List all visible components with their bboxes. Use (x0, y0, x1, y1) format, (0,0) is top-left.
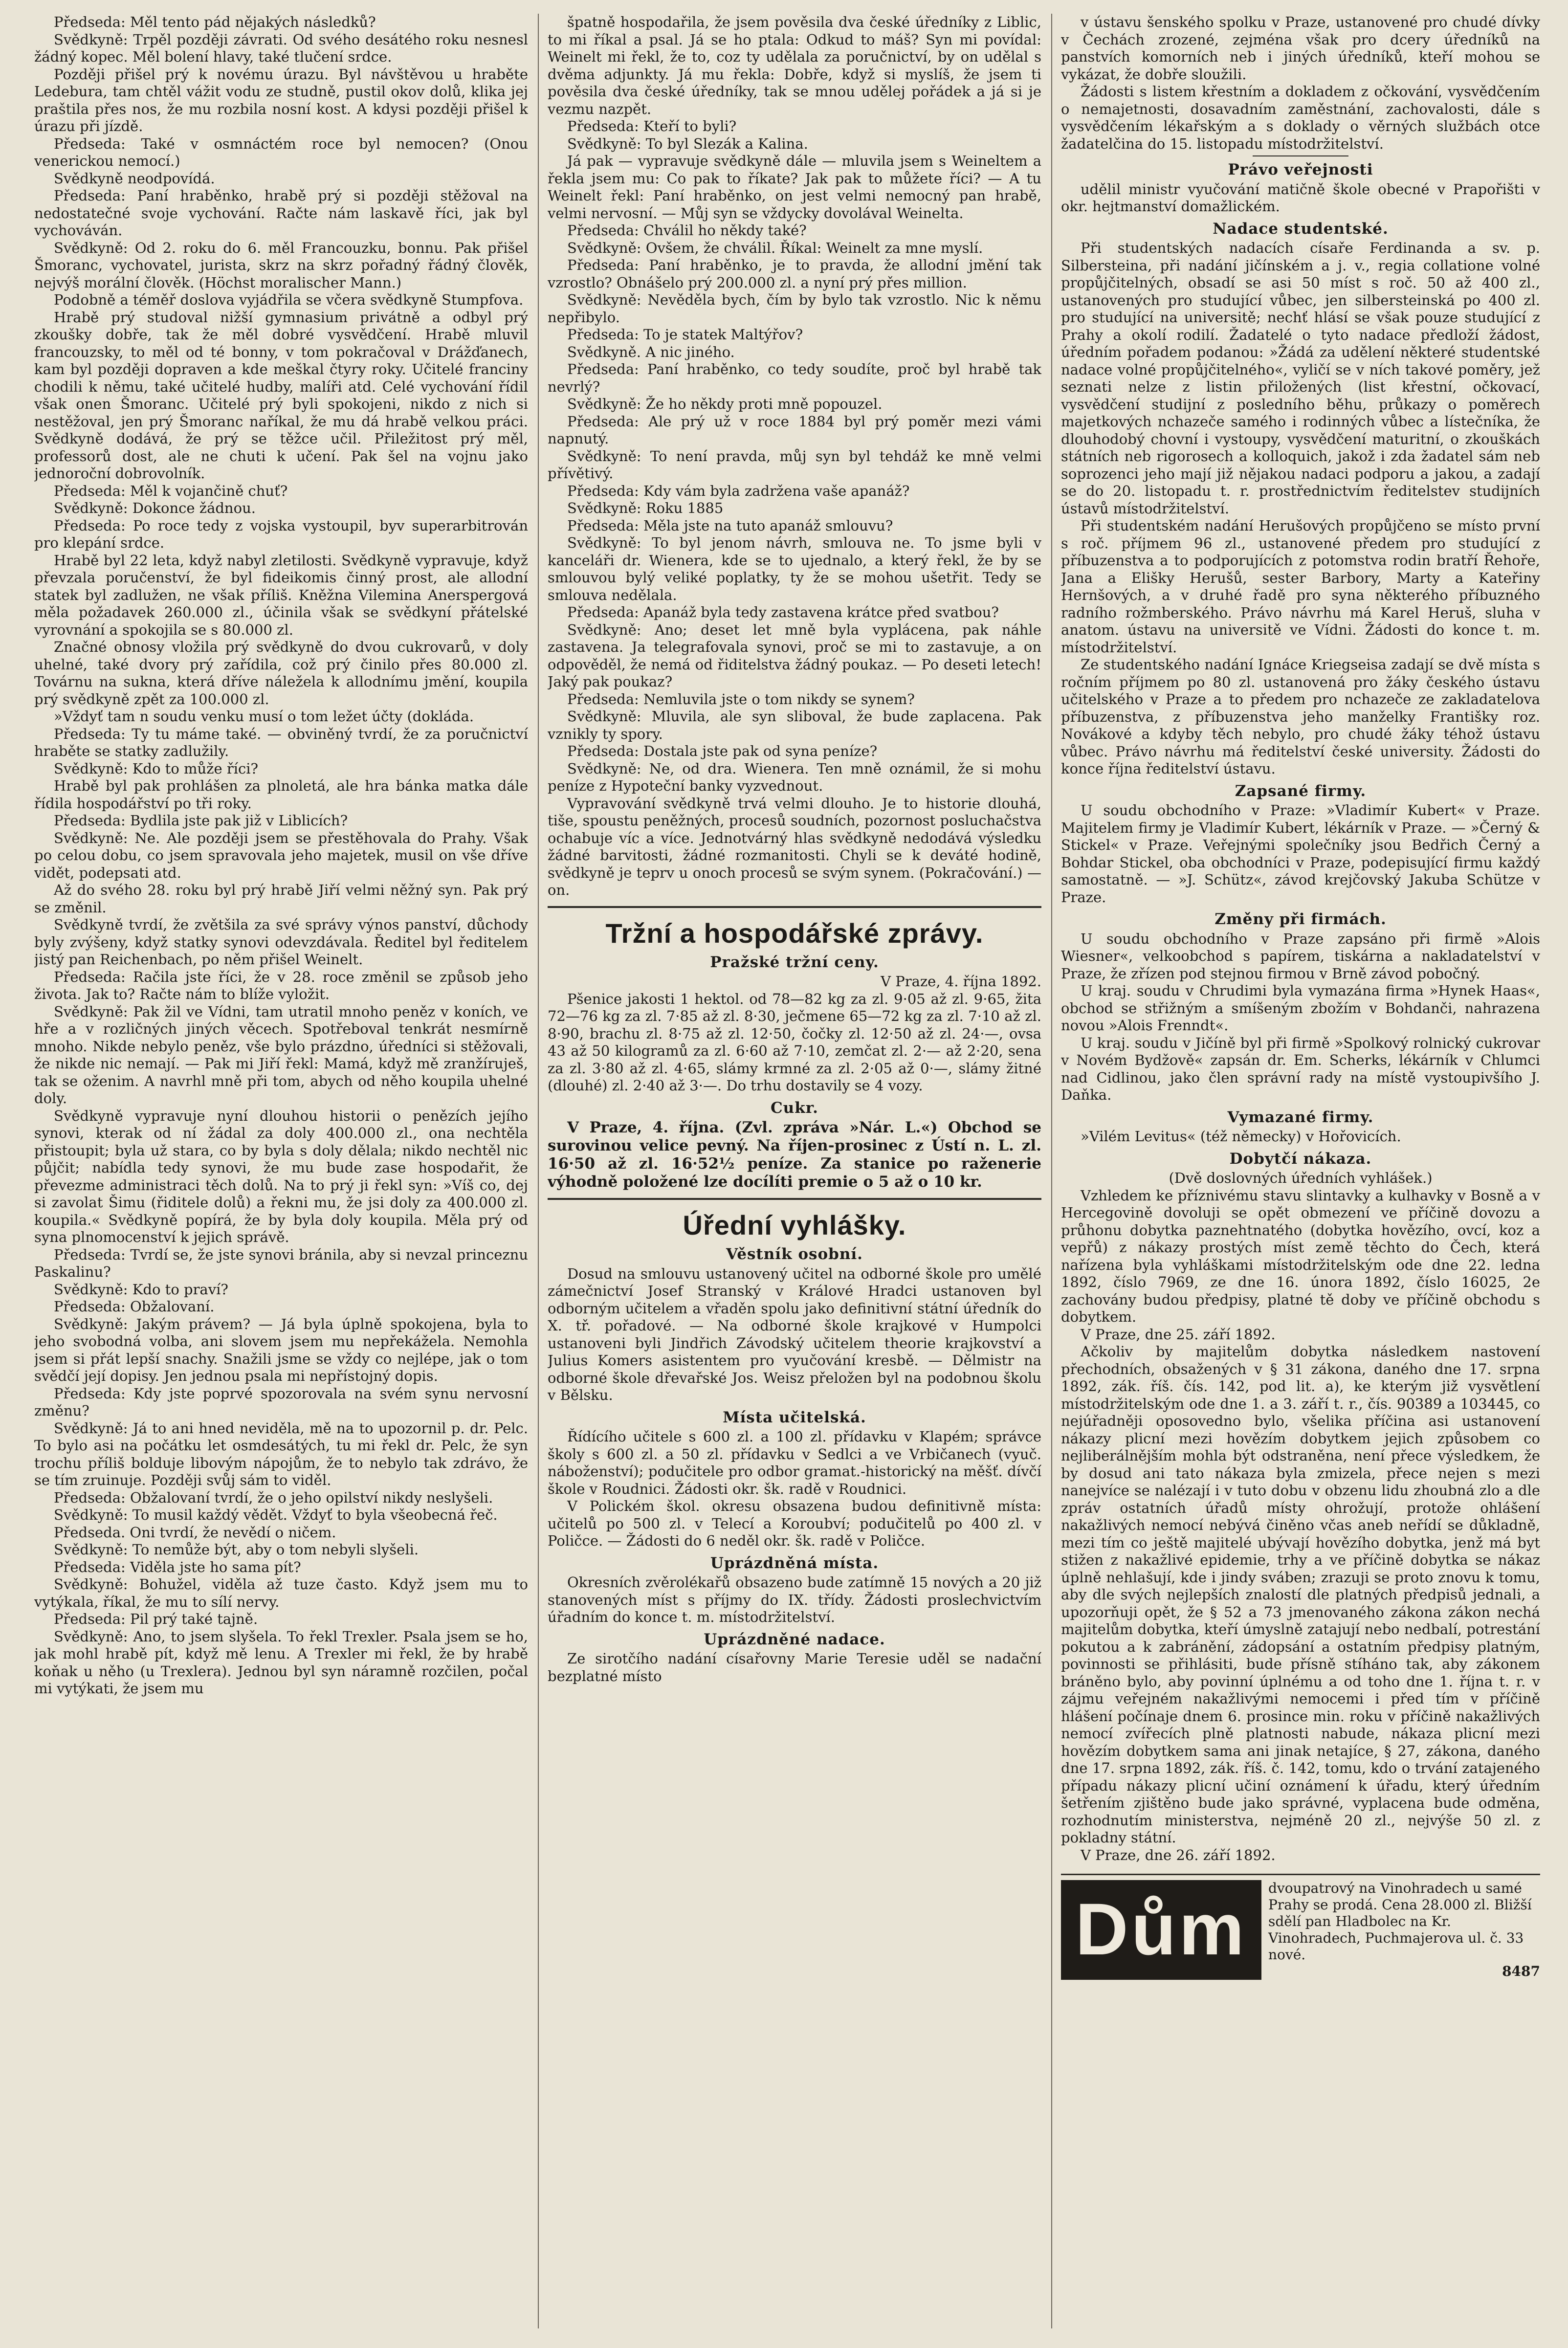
paragraph: Ačkoliv by majitelům dobytka následkem nastovení přechodních, obsažených v § 31 zákona, daného dne 17. srpna 1892, zák. říš. čís. 142, pod lit. a), ke kterým již vysvětlení místodržitelským ode dne 1. a 3. září t. r., čís. 90389 a 103445, co nejúřadněji oposovedno bylo, všelika příčina asi ustanovení nákazy plicní mezi hovězím dobytkem jejich způsobem co nejliberálnějším mohla být odstraněna, není přece výsledkem, že by dosud ani tato nákaza byla zmizela, přece nejen s mezi nanejvíce se nalézají i v tuto dobu v obzenu lidu zhoubná zlo a dle zpráv ostatních úřadů místy ohrožují, protože ohlášení nakažlivých nemocí nebývá činěno včas aneb neřídí se důkladně, mezi tím co ještě majitelé ubývají hovězího dobytka, jenž má byt stižen z nakažlivé epidemie, trhy a ve příčině dobytka se nákaz úplně nehlašují, kde i jindy sváben; zrazuji se proto znovu k tomu, aby dle svých nejlepších znalostí dle platných předpisů jednali, a upozorňuji opět, že § 52 a 73 jmenovaného zákona zákon nechá majitelům dobytka, kteří úmyslně zatajují nebo nedbalí, potrestání pokutou a k zabránění, zádopsání a ostatním předpisy platným, povinnosti se přihlásiti, bude přísně stíháno tak, aby zákonem bráněno bylo, aby povinní úplnému a od toho dne 1. října t. r. v zájmu veřejném nakažlivými nemocemi i před tím v příčině hlášení počínaje dnem 6. prosince min. roku v příčině nakažlivých nemocí zvířecích plně platnosti nabude, nákaza plicní mezi hovězím dobytkem sama ani jinak netajíce, § 27, zákona, daného dne 17. srpna 1892, zák. říš. č. 142, tomu, kdo o trvání zatajeného případu nákazy plicní učiní oznámení k úřadu, který úředním šetřením zjištěno bude jako správné, vyplacena bude odměna, rozhodnutím ministerstva, nejméně 20 zl., nejvýše 50 zl. z pokladny státní. (1061, 1343, 1540, 1846)
paragraph: Pšenice jakosti 1 hektol. od 78—82 kg za zl. 9·05 až zl. 9·65, žita 72—76 kg za zl. 7·85 až zl. 8·30, ječmene 65—72 kg za zl. 7·10 až zl. 8·90, brachu zl. 8·75 až zl. 12·50, čočky zl. 12·50 až zl. 24·—, ovsa 43 až 50 kilogramů za zl. 6·60 až 7·10, zemčat zl. 2·— až 2·20, sena za zl. 3·80 až zl. 4·65, slámy krmné za zl. 2·05 až 0·—, slámy žitné (dlouhé) zl. 2·40 až 3·—. Do trhu dostavily se 4 vozy. (548, 990, 1041, 1094)
paragraph: Značné obnosy vložila prý svědkyně do dvou cukrovarů, v doly uhelné, také dvory prý zařídila, což prý činilo přes 80.000 zl. Továrnu na sukna, která dříve náležela k allodnímu jmění, koupila prý svědkyně zpět za 100.000 zl. (34, 639, 528, 708)
paragraph: Předseda: Po roce tedy z vojska vystoupil, byv superarbitrován pro klepání srdce. (34, 517, 528, 551)
subheading-deleted-firms: Vymazané firmy. (1227, 1108, 1374, 1126)
subheading-registered-firms: Zapsané firmy. (1235, 782, 1367, 800)
paragraph: Předseda: Měl k vojančině chuť? (54, 482, 288, 499)
subheading-student-foundations: Nadace studentské. (1213, 220, 1389, 238)
paragraph: Předseda: Měla jste na tuto apanáž smlouvu? (567, 517, 893, 534)
section-title-markets: Tržní a hospodářské zprávy. (605, 917, 984, 949)
paragraph: Svědkyně: Ovšem, že chválil. Říkal: Weinelt za mne myslí. (567, 239, 983, 256)
paragraph: Až do svého 28. roku byl prý hrabě Jiří velmi něžný syn. Pak prý se změnil. (34, 882, 528, 916)
paragraph: U kraj. soudu v Chrudimi byla vymazána firma »Hynek Haas«, obchod se střižným a smíšeným zbožím v Bohdanči, nahrazena novou »Alois Frenndt«. (1061, 982, 1540, 1034)
paragraph: Okresních zvěrolékařů obsazeno bude zatímně 15 nových a 20 již stanovených míst s příjmy do IX. třídy. Žádosti proslechvictvím úřadním do konce t. m. místodržitelství. (548, 1574, 1041, 1625)
dateline: V Praze, dne 25. září 1892. (1081, 1326, 1276, 1343)
subtitle: (Dvě doslovných úředních vyhlášek.) (1169, 1170, 1433, 1186)
subheading-firm-changes: Změny při firmách. (1215, 910, 1387, 928)
paragraph: Svědkyně: Roku 1885 (567, 500, 724, 516)
paragraph: Později přišel prý k novému úrazu. Byl návštěvou u hraběte Ledebura, tam chtěl vážit vodu ze studně, pustil okov dolů, klika jej praštila přes nos, že mu rozbila nosní kost. A kdysi později přišel k úrazu při jízdě. (34, 66, 528, 134)
paragraph: Svědkyně: To nemůže být, aby o tom nebyli slyšeli. (54, 1541, 419, 1558)
columns (34, 14, 1539, 2328)
paragraph-sugar: V Praze, 4. října. (Zvl. zpráva »Nár. L.«) Obchod se surovinou velice pevný. Na říjen-prosinec z Ústí n. L. zl. 16·50 až zl. 16·52½ peníze. Za stanice po raženerie výhodně položené lze docílíti premie o 5 až o 10 kr. (548, 1119, 1041, 1191)
ad-text: dvoupatrový na Vinohradech u samé Prahy se prodá. Cena 28.000 zl. Bližší sdělí pan Hladbolec na Kr. Vinohradech, Puchmajerova ul. č. 33 nové. (1268, 1880, 1532, 1963)
subheading-teacher-posts: Místa učitelská. (723, 1408, 866, 1426)
paragraph: U kraj. soudu v Jičíně byl při firmě »Spolkový rolnický cukrovar v Novém Bydžově« zapsán dr. Em. Scherks, lékárník v Chlumci nad Cidlinou, jako člen správní rady na místě vystoupivšího J. Daňka. (1061, 1034, 1540, 1103)
paragraph: Předseda: Chválil ho někdy také? (567, 222, 807, 239)
paragraph: Já pak — vypravuje svědkyně dále — mluvila jsem s Weineltem a řekla jsem mu: Co pak to říkate? Jak pak to můžete říci? — A tu Weinelt řekl: Paní hraběnko, on jest velmi nemocný pan hrabě, velmi nervosní. — Můj syn se vždycky dovolával Weinelta. (548, 153, 1041, 222)
paragraph: Předseda: Nemluvila jste o tom nikdy se synem? (567, 690, 915, 708)
paragraph: Svědkyně: Ano; deset let mně byla vyplácena, pak náhle zastavena. Ja telegrafovala synovi, proč se mi to zastavuje, a on odpověděl, že nemá od řiditelstva žádný poukaz. — Po deseti letech! Jaký pak poukaz? (548, 621, 1041, 690)
ad-body (1261, 1880, 1540, 1980)
paragraph: Předseda: Obžalovaní. (54, 1298, 215, 1315)
ad-headline: Dům (1061, 1880, 1261, 1980)
paragraph: Předseda: To je statek Maltýřov? (567, 326, 803, 343)
column-left (34, 14, 528, 2328)
paragraph: Předseda: Měl tento pád nějakých následků? (54, 14, 376, 30)
paragraph: Vypravování svědkyně trvá velmi dlouho. Je to historie dlouhá, tiše, spoustu peněžných, procesů soudních, pozornost posluchačstva ochabuje víc a více. Jednotvárný hlas svědkyně nedodává výsledku žádné barvitosti, žádné rozmanitosti. Chyli se k deváté hodině, svědkyně je teprv u onoch procesů se svým synem. (Pokračování.) —on. (548, 795, 1041, 898)
paragraph: Předseda: Pil prý také tajně. (54, 1611, 258, 1627)
section-rule (548, 1198, 1041, 1200)
paragraph: Předseda: Bydlila jste pak již v Liblicích? (54, 812, 348, 829)
paragraph: Předseda: Kdy jste poprvé spozorovala na svém synu nervosní změnu? (34, 1385, 528, 1419)
section-title-notices: Úřední vyhlášky. (683, 1210, 906, 1240)
paragraph: Předseda: Apanáž byla tedy zastavena krátce před svatbou? (567, 604, 999, 620)
column-divider (1051, 14, 1052, 2328)
subheading-vacant-foundations: Uprázdněné nadace. (704, 1630, 885, 1648)
paragraph: Předseda: Ale prý už v roce 1884 byl prý poměr mezi vámi napnutý. (548, 413, 1041, 447)
paragraph: udělil ministr vyučování matičně škole obecné v Prapořišti v okr. hejtmanství domažlickém. (1061, 180, 1540, 215)
paragraph: Svědkyně: Kdo to může říci? (54, 760, 259, 777)
paragraph: Svědkyně neodpovídá. (54, 170, 215, 187)
subheading-vacant-posts: Uprázdněná místa. (710, 1554, 879, 1572)
paragraph: Svědkyně: Trpěl později závrati. Od svého desátého roku nesnesl žádný kopec. Měl bolení hlavy, také tlučení srdce. (34, 31, 528, 65)
divider (1253, 155, 1348, 156)
paragraph: Hrabě byl 22 leta, když nabyl zletilosti. Svědkyně vypravuje, když převzala poručenství, že byl fideikomis činný prost, ale allodní statek byl zadlužen, ne však příliš. Kněžna Vilemina Anerspergová měla požadavek 260.000 zl., účinila však se svědkyní přátelské vyrovnání a spokojila se s 80.000 zl. (34, 552, 528, 638)
paragraph: Předseda: Kdy vám byla zadržena vaše apanáž? (567, 482, 910, 499)
column-right (1061, 14, 1540, 2328)
paragraph: Hrabě prý studoval nižší gymnasium privátně a odbyl prý zkoušky dobře, tak že měl dobré vysvědčení. Hrabě mluvil francouzsky, to měl od té bonny, v tom pokračoval v Drážďanech, kam byl později dopraven a kde meškal čtyry roky. Učitelé franciny chodili k němu, také učitelé hudby, malíři atd. Celé vychování řídil však onen Šmoranc. Učitelé prý byli spokojeni, nikdo z nich si nestěžoval, jen prý Šmoranc naříkal, že mu dá hrabě velkou práci. Svědkyně dodává, že prý se těžce učil. Přiležitost prý měl, professorů dost, ale ne chuti k učení. Pak šel na vojnu jako jednoroční dobrovolník. (34, 309, 528, 482)
paragraph: Při studentských nadacích císaře Ferdinanda a sv. p. Silbersteina, při nadání jičínském a j. v., regia collatione volné propůjčitelných, obsadí se asi 50 míst s roč. 50 až 400 zl., ustanovených pro studující vůbec, jen silbersteinská po 400 zl. pro studující na universitě; nechť hlásí se však pouze studující z Prahy a okolí rodilí. Žadatelé o tyto nadace předloží žádost, úředním pořadem podanou: »Žádá za udělení některé studentské nadace volné propůjčitelného«, vyličí se v ních takové poměry, jež seznati nelze z listin přiložených (list křestní, očkovací, vysvědčení studijní z posledního běhu, průkazy o poměrech majetkových nchazeče samého i rodinných vůbec a lístečníka, že dlouhodobý chovní i vystoupy, vysvědčení maturitní, o zkouškách státních neb rigorosech a kolloquich, jakož i zda žadatel sám neb soprozenci jeho mají již nějakou nadaci podporu a jakou, a zadají se do 20. listopadu t. r. prostřednictvím ředitelstev studijních ústavů místodržitelství. (1061, 240, 1540, 517)
paragraph: Svědkyně: To byl jenom návrh, smlouva ne. To jsme byli v kanceláři dr. Wienera, kde se to ujednalo, a který řekl, že by se smlouvou bylý veliké poplatky, ty že se mohou ušetřit. Tedy se smlouva nedělala. (548, 534, 1041, 603)
subheading-public-right: Právo veřejnosti (1228, 161, 1373, 178)
ad-number: 8487 (1502, 1963, 1540, 1979)
paragraph: Předseda: Obžalovaní tvrdí, že o jeho opilství nikdy neslyšeli. (54, 1489, 493, 1506)
paragraph: Ze studentského nadání Ignáce Kriegseisa zadají se dvě místa s ročním příjmem po 80 zl. ustanovená pro žáky českého ústavu učitelského v Praze a to předem pro nchazeče ze zakladatelova příbuzenstva, z příbuzenstva jeho manželky Františky roz. Novákové a kdyby těch nebylo, pro chudé žáky téhož ústavu vůbec. Právo návrhu má ředitelství české university. Žádosti do konce října ředitelství ústavu. (1061, 656, 1540, 777)
paragraph: Předseda: Dostala jste pak od syna peníze? (567, 743, 878, 759)
paragraph: Svědkyně: Kdo to praví? (54, 1281, 228, 1298)
paragraph: »Vilém Levitus« (též německy) v Hořovicích. (1081, 1128, 1401, 1145)
paragraph: Svědkyně: To byl Slezák a Kalina. (567, 135, 808, 152)
paragraph: Předseda: Račila jste říci, že v 28. roce změnil se způsob jeho života. Jak to? Račte nám to blíže vyložit. (34, 968, 528, 1002)
paragraph: Žádosti s listem křestním a dokladem z očkování, vysvědčením o nemajetnosti, dosavadním zaměstnání, zachovalosti, dále s vysvědčením lékařským a s doklady o věrných službách otce žadatelčina do 15. listopadu místodržitelství. (1061, 83, 1540, 152)
paragraph: Předseda: Také v osmnáctém roce byl nemocen? (Onou venerickou nemocí.) (34, 135, 528, 169)
section-rule (548, 906, 1041, 908)
paragraph: Předseda: Tvrdí se, že jste synovi bránila, aby si nevzal princeznu Paskalinu? (34, 1246, 528, 1280)
paragraph: Svědkyně vypravuje nyní dlouhou historii o penězích jejího synovi, kterak od ní žádal za doly 400.000 zl., ona nechtěla přistoupit; byla už stara, co by byla s doly dělala; nikdo nechtěl nic půjčit; nabídla tedy synovi, že mu bude zase hospodařit, že převezme administraci těch dolů. Na to prý ji řekl syn: »Víš co, dej si zavolat Šimu (řiditele dolů) a řekni mu, že jsi doly za 400.000 zl. koupila.« Svědkyně popírá, že by byla doly koupila. Měla prý od syna plnomocenství k jejich správě. (34, 1107, 528, 1245)
paragraph: Předseda: Viděla jste ho sama pít? (54, 1558, 301, 1575)
subheading-cattle-disease: Dobytčí nákaza. (1229, 1150, 1372, 1168)
paragraph: Vzhledem ke příznivému stavu slintavky a kulhavky v Bosně a v Hercegovině dovoluji se opět obmezení ve příčině dovozu a průhonu dobytka paznehtnatého (dobytka hovězího, ovcí, koz a vepřů) z nákazy prostých míst země těchto do Čech, která nařízena byla vyhláškami místodržitelským ode dne 22. ledna 1892, číslo 7969, ze dne 16. února 1892, číslo 16025, 2e zachovány budou předpisy, platné tě doby ve příčině obchodu s dobytkem. (1061, 1187, 1540, 1325)
paragraph: Předseda: Ty tu máme také. — obviněný tvrdí, že za poručnictví hraběte se statky zadlužily. (34, 725, 528, 759)
paragraph: Při studentském nadání Herušových propůjčeno se místo první s roč. příjmem 96 zl., ustanovené předem pro studující z příbuzenstva a to podporujících z potomstva rodin bratří Řehoře, Jana a Elišky Herušů, sester Barbory, Marty a Kateřiny Hernšových, a v druhé řadě pro syna některého příbuzného radního rožmberského. Právo návrhu má Karel Heruš, sluha v anatom. ústavu na universitě ve Vídni. Žádosti do konce t. m. místodržitelství. (1061, 517, 1540, 656)
subheading-personal: Věstník osobní. (726, 1245, 863, 1263)
paragraph: Svědkyně: Dokonce žádnou. (54, 500, 256, 516)
paragraph: Řídícího učitele s 600 zl. a 100 zl. přídavku v Klapém; správce školy s 600 zl. a 50 zl. přídavku v Sedlci a ve Vrbičanech (vyuč. náboženství); podučitele pro odbor gramat.-historický na měšť. dívčí škole v Roudnici. Žádosti okr. šk. radě v Roudnici. (548, 1428, 1041, 1497)
paragraph: Svědkyně: Já to ani hned neviděla, mě na to upozornil p. dr. Pelc. To bylo asi na počátku let osmdesátých, tu mi řekl dr. Pelc, že syn trochu příliš bolduje libovým nápojům, že to nebylo tak zdrávo, že se tím zruinuje. Později svůj sám to viděl. (34, 1419, 528, 1488)
dateline: V Praze, 4. října 1892. (881, 973, 1041, 990)
paragraph: Svědkyně: Od 2. roku do 6. měl Francouzku, bonnu. Pak přišel Šmoranc, vychovatel, jurista, skrz na skrz pořadný řádný člověk, nejvýš morální člověk. (Höchst moralischer Mann.) (34, 239, 528, 291)
paragraph: V Polickém škol. okresu obsazena budou definitivně místa: učitelů po 500 zl. v Telecí a Koroubví; podučitelů po 400 zl. v Poličce. — Žádosti do 6 neděl okr. šk. radě v Poličce. (548, 1498, 1041, 1549)
paragraph: Svědkyně: Ne. Ale později jsem se přestěhovala do Prahy. Však po celou dobu, co jsem spravovala jeho majetek, musil on vše dříve vidět, podepsati atd. (34, 829, 528, 881)
paragraph: Svědkyně: Nevěděla bych, čím by bylo tak vzrostlo. Nic k němu nepřibylo. (548, 291, 1041, 326)
paragraph: Předseda. Oni tvrdí, že nevědí o ničem. (54, 1524, 336, 1541)
paragraph: v ústavu šenského spolku v Praze, ustanovené pro chudé dívky v Čechách zrozené, zejména však pro dcery úředníků na panstvích komorních neb i jiných úředníků, kteří mohou se vykázat, že dobře sloužili. (1061, 14, 1540, 83)
paragraph: Svědkyně: Jakým právem? — Já byla úplně spokojena, byla to jeho svobodná volba, ani slovem jsem mu nepřekážela. Nemohla jsem si přát lepší snachy. Snažili jsme se vždy co nejlépe, jak o tom svědčí její dopisy. Jen jednou psala mi nepřístojný dopis. (34, 1315, 528, 1384)
column-divider (538, 14, 539, 2328)
advertisement (1061, 1874, 1540, 1980)
subheading-prague-prices: Pražské tržní ceny. (710, 953, 879, 971)
paragraph: Předseda: Kteří to byli? (567, 118, 737, 134)
paragraph: Svědkyně: Bohužel, viděla až tuze často. Když jsem mu to vytýkala, říkal, že mu to sílí nervy. (34, 1576, 528, 1610)
paragraph: Svědkyně: Že ho někdy proti mně popouzel. (567, 396, 883, 412)
paragraph: Hrabě byl pak prohlášen za plnoletá, ale hra bánka matka dále řídila hospodářství po tři roky. (34, 777, 528, 812)
paragraph: »Vždyť tam n soudu venku musí o tom ležet účty (dokláda. (54, 708, 474, 725)
paragraph: Svědkyně: Ne, od dra. Wienera. Ten mně oznámil, že si mohu peníze z Hypoteční banky vyzvednout. (548, 760, 1041, 794)
subheading-sugar: Cukr. (771, 1099, 818, 1117)
paragraph: Svědkyně: Ano, to jsem slyšela. To řekl Trexler. Psala jsem se ho, jak mohl hrabě pít, když mě lenu. A Trexler mi řekl, že by hrabě koňak u něho (u Trexlera). Jednou byl syn náramně rozčilen, počal mi vytýkati, že jsem mu (34, 1628, 528, 1697)
paragraph: Svědkyně: To není pravda, můj syn byl tehdáž ke mně velmi přívětivý. (548, 447, 1041, 482)
paragraph: špatně hospodařila, že jsem pověsila dva české úředníky z Liblic, to mi říkal a psal. Já se ho ptala: Odkud to máš? Syn mi povídal: Weinelt mi řekl, že to, coz ty udělala za poručnictví, by on udělal s dvěma adjunkty. Já mu řekla: Dobře, když si myslíš, že jsem ti pověsila dva české úředníky, tak se mnou udělej pořádek a já si je vezmu nazpět. (548, 14, 1041, 117)
dateline: V Praze, dne 26. září 1892. (1081, 1846, 1276, 1863)
paragraph: Svědkyně. A nic jiného. (567, 343, 735, 360)
paragraph: Svědkyně: Mluvila, ale syn sliboval, že bude zaplacena. Pak vznikly ty spory. (548, 708, 1041, 742)
paragraph: Předseda: Paní hraběnko, je to pravda, že allodní jmění tak vzrostlo? Obnášelo prý 200.000 zl. a nyní prý přes million. (548, 257, 1041, 291)
paragraph: Dosud na smlouvu ustanovený učitel na odborné škole pro umělé zámečnictví Josef Stranský v Králové Hradci ustanoven byl odborným učitelem a vřaděn spolu jako definitivní státní úředník do X. tř. pořadové. — Na odborné škole krajkové v Humpolci ustanoveni byli Jindřich Závodský učitelem theorie krajkovství a Julius Komers asistentem pro vyučování kresbě. — Dělmistr na odborné škole dřevařské Jos. Weisz přeložen byl na podobnou školu v Bělsku. (548, 1265, 1041, 1403)
paragraph: Svědkyně: Pak žil ve Vídni, tam utratil mnoho peněz v koních, ve hře a v rozličných jiných věcech. Spotřeboval tenkrát nesmírně mnoho. Nikde nebylo peněz, vše bylo prázdno, úředníci si stěžovali, že nikde nic nemají. — Pak mi Jiří řekl: Mamá, když mě zranžíruješ, tak se oženim. A navrhl mně při tom, abych od něho koupila uhelné doly. (34, 1003, 528, 1107)
paragraph: Svědkyně: To musil každý vědět. Vždyť to byla všeobecná řeč. (54, 1506, 498, 1523)
paragraph: Předseda: Paní hraběnko, hrabě prý si později stěžoval na nedostatečné svoje vychování. Račte nám laskavě říci, jak byl vychováván. (34, 187, 528, 239)
paragraph: Předseda: Paní hraběnko, co tedy soudíte, proč byl hrabě tak nevrlý? (548, 361, 1041, 395)
paragraph: Ze sirotčího nadání císařovny Marie Teresie uděl se nadační bezplatné místo (548, 1650, 1041, 1684)
column-middle (548, 14, 1041, 2328)
paragraph: Podobně a téměř doslova vyjádřila se včera svědkyně Stumpfova. (54, 291, 524, 308)
paragraph: Svědkyně tvrdí, že zvětšila za své správy výnos panství, důchody byly zvýšeny, když statky synovi odevzdávala. Ředitel byl ředitelem jistý pan Reichenbach, po něm přišel Weinelt. (34, 916, 528, 968)
paragraph: U soudu obchodního v Praze zapsáno při firmě »Alois Wiesner«, velkoobchod s papírem, tiskárna a nakladatelství v Praze, že zřízen pod stejnou firmou v Brně závod pobočný. (1061, 930, 1540, 982)
paragraph: U soudu obchodního v Praze: »Vladimír Kubert« v Praze. Majitelem firmy je Vladimír Kubert, lékárník v Praze. — »Černý & Stickel« v Praze. Veřejnými společníky jsou Bedřich Černý a Bohdar Stickel, oba obchodníci v Praze, podepisující firmu každý samostatně. — »J. Schütz«, závod krejčovský Jakuba Schütze v Praze. (1061, 802, 1540, 906)
